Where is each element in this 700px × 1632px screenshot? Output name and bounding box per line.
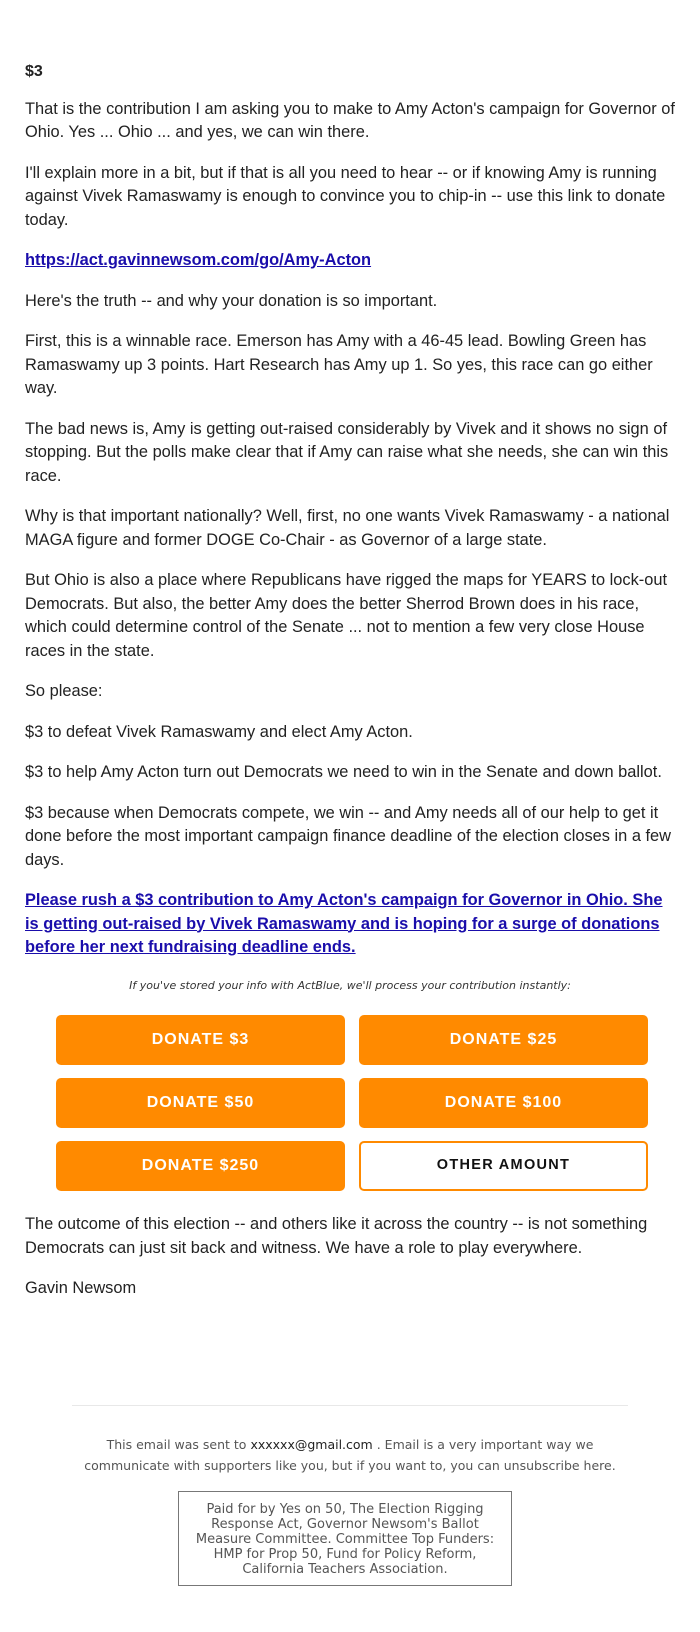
footer-sent-prefix: This email was sent to — [106, 1437, 247, 1452]
paragraph: $3 to help Amy Acton turn out Democrats we need to win in the Senate and down ballot. — [25, 763, 662, 781]
signature: Gavin Newsom — [25, 1279, 137, 1297]
donate-link-paragraph — [25, 249, 675, 273]
donate-100-button[interactable]: DONATE $100 — [359, 1078, 648, 1128]
paragraph: But Ohio is also a place where Republicans have rigged the maps for YEARS to lock-out Democrats. But also, the better Amy does the better Sherrod Brown does in his race, which could determine control of the Senate ... not to mention a few very close House races in the state. — [25, 571, 668, 660]
paragraph: $3 because when Democrats compete, we win -- and Amy needs all of our help to get it done before the most important campaign finance deadline of the election closes in a few days. — [25, 803, 672, 869]
rush-link-paragraph — [25, 889, 675, 960]
donate-3-button[interactable]: DONATE $3 — [56, 1015, 345, 1065]
donate-link[interactable]: https://act.gavinnewsom.com/go/Amy-Acton — [25, 251, 372, 269]
paragraph: The bad news is, Amy is getting out-raised considerably by Vivek and it shows no sign of stopping. But the polls make clear that if Amy can raise what she needs, she can win this race. — [25, 419, 669, 485]
paragraph: $3 to defeat Vivek Ramaswamy and elect Amy Acton. — [25, 722, 413, 741]
donate-button-grid — [56, 1015, 648, 1191]
donate-25-button[interactable]: DONATE $25 — [359, 1015, 648, 1065]
footer-sent-suffix: . Email is a very important way we communicate with supporters like you, but if you want to, you can unsubscribe here. — [84, 1437, 616, 1473]
paragraph: Here's the truth -- and why your donation is so important. — [25, 291, 438, 310]
paragraph: So please: — [25, 682, 103, 700]
other-amount-button[interactable]: OTHER AMOUNT — [359, 1141, 648, 1191]
footer-notice — [70, 1434, 630, 1476]
paragraph: That is the contribution I am asking you to make to Amy Acton's campaign for Governor of Ohio. Yes ... Ohio ... and yes, we can win there. — [25, 99, 675, 141]
rush-contribution-link[interactable]: Please rush a $3 contribution to Amy Acton's campaign for Governor in Ohio. She is getting out-raised by Vivek Ramaswamy and is hoping for a surge of donations before her next fundraising deadline ends. — [25, 891, 663, 956]
amount-heading: $3 — [25, 63, 43, 80]
email-body — [25, 60, 675, 1318]
paragraph: I'll explain more in a bit, but if that is all you need to hear -- or if knowing Amy is running against Vivek Ramaswamy is enough to convince you to chip-in -- use this link to donate today. — [25, 163, 666, 229]
paragraph: Why is that important nationally? Well, first, no one wants Vivek Ramaswamy - a national MAGA figure and former DOGE Co-Chair - as Governor of a large state. — [25, 507, 670, 549]
footer-divider — [72, 1405, 628, 1406]
paragraph: First, this is a winnable race. Emerson has Amy with a 46-45 lead. Bowling Green has Ramaswamy up 3 points. Hart Research has Amy up 1. So yes, this race can go either way. — [25, 332, 653, 397]
paid-for-disclaimer: Paid for by Yes on 50, The Election Rigging Response Act, Governor Newsom's Ballot Measure Committee. Committee Top Funders: HMP for Prop 50, Fund for Policy Reform, California Teachers Association. — [178, 1491, 512, 1586]
actblue-note: If you've stored your info with ActBlue, we'll process your contribution instantly: — [129, 978, 571, 992]
donate-250-button[interactable]: DONATE $250 — [56, 1141, 345, 1191]
closing-paragraph: The outcome of this election -- and others like it across the country -- is not something Democrats can just sit back and witness. We have a role to play everywhere. — [25, 1215, 648, 1257]
recipient-email: xxxxxx@gmail.com — [250, 1437, 373, 1452]
donate-50-button[interactable]: DONATE $50 — [56, 1078, 345, 1128]
